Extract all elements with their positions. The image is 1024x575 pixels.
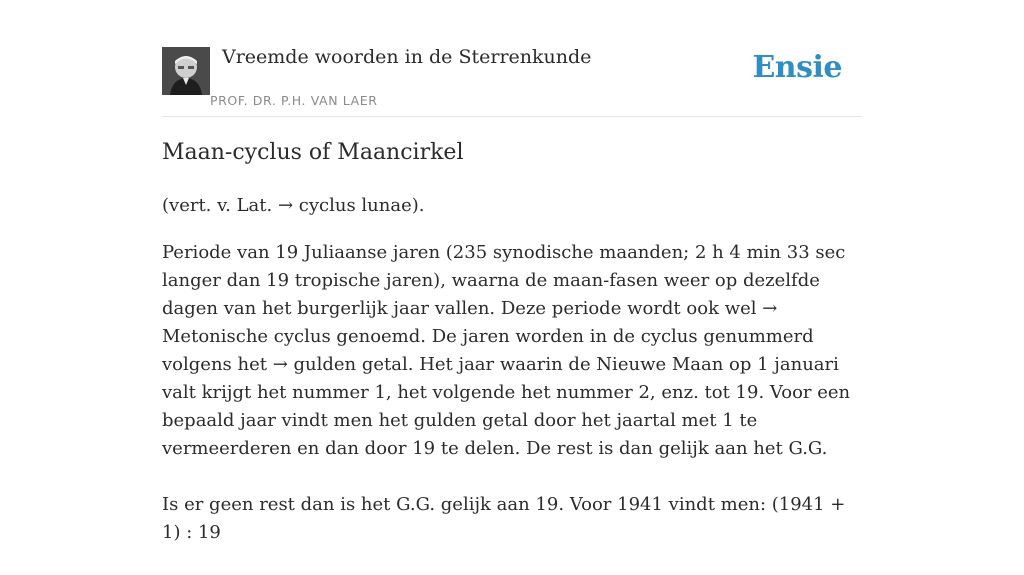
author-name[interactable]: PROF. DR. P.H. VAN LAER — [210, 93, 378, 108]
author-avatar[interactable] — [162, 47, 210, 95]
entry-body — [162, 239, 862, 575]
entry-paragraph: Is er geen rest dan is het G.G. gelijk aan 19. Voor 1941 vindt men: (1941 + 1) : 19 — [162, 494, 846, 543]
entry-etymology: (vert. v. Lat. → cyclus lunae). — [162, 195, 425, 216]
header — [162, 0, 862, 117]
portrait-image — [162, 47, 210, 95]
page-container — [162, 0, 862, 543]
entry-paragraph: Periode van 19 Juliaanse jaren (235 synodische maanden; 2 h 4 min 33 sec langer dan 19 tropische jaren), waarna de maan-fasen weer op dezelfde dagen van het burgerlijk jaar vallen. Deze periode wordt ook wel → Metonische cyclus genoemd. De jaren worden in de cyclus genummerd volgens het → gulden getal. Het jaar waarin de Nieuwe Maan op 1 januari valt krijgt het nummer 1, het volgende het nummer 2, enz. tot 19. Voor een bepaald jaar vindt men het gulden getal door het jaartal met 1 te vermeerderen en dan door 19 te delen. De rest is dan gelijk aan het G.G. — [162, 242, 851, 459]
entry-title: Maan-cyclus of Maancirkel — [162, 140, 464, 165]
ensie-logo[interactable]: Ensie — [752, 50, 842, 85]
book-title-link[interactable]: Vreemde woorden in de Sterrenkunde — [222, 46, 592, 68]
